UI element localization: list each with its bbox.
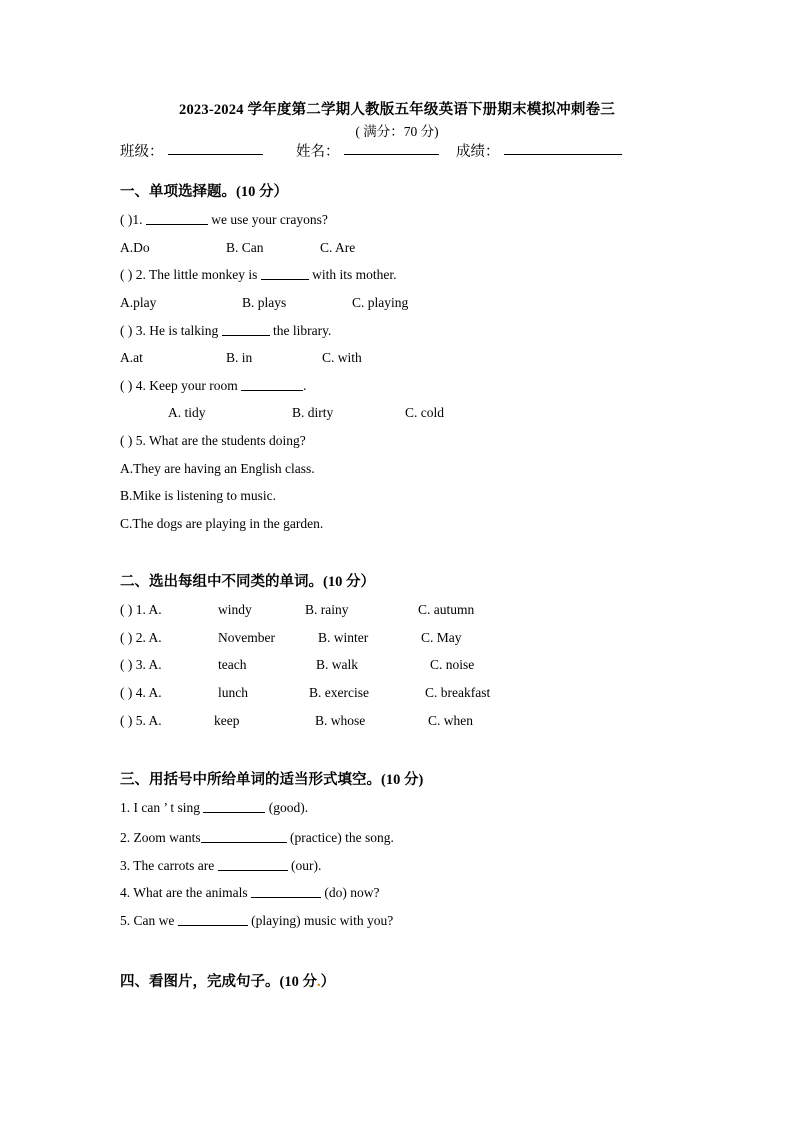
answer-blank[interactable] bbox=[201, 830, 287, 843]
option-1-3-b: B. in bbox=[226, 350, 253, 365]
full-score: ( 满分：70 分) bbox=[355, 124, 439, 139]
q-text-after: . bbox=[303, 378, 307, 393]
item-hint: (practice) the song. bbox=[286, 830, 394, 845]
class-field bbox=[120, 140, 164, 161]
exam-title: 2023-2024 学年度第二学期人教版五年级英语下册期末模拟冲刺卷三 bbox=[179, 102, 615, 118]
item-hint: (good). bbox=[265, 800, 309, 815]
s2-row-5-a: keep bbox=[214, 713, 240, 728]
section-1-heading: 一、单项选择题。(10 分） bbox=[120, 184, 288, 200]
option-1-5-a: A.They are having an English class. bbox=[120, 461, 315, 476]
s2-row-2-b: B. winter bbox=[318, 630, 369, 645]
option-1-2-a: A.play bbox=[120, 295, 157, 310]
item-text: 1. I can ’ t sing bbox=[120, 800, 200, 815]
q-text: ( ) 2. The little monkey is bbox=[120, 267, 258, 282]
q-text-after: the library. bbox=[269, 323, 332, 338]
score-field bbox=[456, 140, 500, 161]
option-1-1-a: A.Do bbox=[120, 240, 150, 255]
question-1-5: ( ) 5. What are the students doing? bbox=[120, 433, 306, 448]
student-info-row bbox=[120, 140, 680, 160]
score-blank[interactable] bbox=[504, 140, 622, 155]
section-4-heading-end: ） bbox=[320, 974, 336, 990]
name-label: 姓名： bbox=[296, 144, 340, 160]
class-label: 班级： bbox=[120, 144, 164, 160]
item-text: 3. The carrots are bbox=[120, 858, 215, 873]
option-1-3-c: C. with bbox=[322, 350, 362, 365]
question-1-2 bbox=[120, 267, 396, 283]
item-hint: (do) now? bbox=[320, 885, 380, 900]
fill-item-1 bbox=[120, 800, 308, 816]
s2-row-5-c: C. when bbox=[428, 713, 473, 728]
section-4-heading bbox=[120, 970, 335, 991]
fill-item-2 bbox=[120, 830, 394, 846]
s2-row-5-num: ( ) 5. A. bbox=[120, 713, 162, 728]
q-text: we use your crayons? bbox=[207, 212, 328, 227]
option-1-2-c: C. playing bbox=[352, 295, 409, 310]
s2-row-4-b: B. exercise bbox=[309, 685, 369, 700]
s2-row-4-c: C. breakfast bbox=[425, 685, 491, 700]
answer-blank[interactable] bbox=[203, 800, 265, 813]
question-1-3 bbox=[120, 323, 331, 339]
name-field bbox=[296, 140, 340, 161]
option-1-5-b: B.Mike is listening to music. bbox=[120, 488, 277, 503]
q-text-after: with its mother. bbox=[308, 267, 397, 282]
s2-row-3-num: ( ) 3. A. bbox=[120, 657, 162, 672]
s2-row-5-b: B. whose bbox=[315, 713, 366, 728]
fill-item-3 bbox=[120, 858, 321, 874]
option-1-1-c: C. Are bbox=[320, 240, 356, 255]
option-1-4-c: C. cold bbox=[405, 405, 444, 420]
name-blank[interactable] bbox=[344, 140, 439, 155]
answer-blank[interactable] bbox=[251, 885, 321, 898]
s2-row-3-b: B. walk bbox=[316, 657, 358, 672]
answer-blank[interactable] bbox=[241, 378, 303, 391]
s2-row-3-a: teach bbox=[218, 657, 247, 672]
question-1-1 bbox=[120, 212, 328, 228]
section-4-heading-dot: . bbox=[316, 974, 321, 990]
option-1-3-a: A.at bbox=[120, 350, 143, 365]
class-blank[interactable] bbox=[168, 140, 263, 155]
section-3-heading: 三、用括号中所给单词的适当形式填空。(10 分) bbox=[120, 772, 424, 788]
s2-row-1-a: windy bbox=[218, 602, 252, 617]
item-hint: (our). bbox=[287, 858, 322, 873]
s2-row-3-c: C. noise bbox=[430, 657, 475, 672]
section-4-heading-text: 四、看图片，完成句子。(10 分 bbox=[120, 974, 317, 990]
s2-row-2-num: ( ) 2. A. bbox=[120, 630, 162, 645]
answer-blank[interactable] bbox=[218, 858, 288, 871]
s2-row-4-num: ( ) 4. A. bbox=[120, 685, 162, 700]
option-1-4-a: A. tidy bbox=[168, 405, 206, 420]
s2-row-2-c: C. May bbox=[421, 630, 462, 645]
option-1-2-b: B. plays bbox=[242, 295, 287, 310]
q-text: ( ) 4. Keep your room bbox=[120, 378, 238, 393]
fill-item-5 bbox=[120, 913, 393, 929]
question-1-4 bbox=[120, 378, 306, 394]
s2-row-4-a: lunch bbox=[218, 685, 248, 700]
s2-row-1-c: C. autumn bbox=[418, 602, 475, 617]
fill-item-4 bbox=[120, 885, 379, 901]
option-1-4-b: B. dirty bbox=[292, 405, 334, 420]
score-label: 成绩： bbox=[456, 144, 500, 160]
s2-row-2-a: November bbox=[218, 630, 275, 645]
s2-row-1-num: ( ) 1. A. bbox=[120, 602, 162, 617]
item-text: 4. What are the animals bbox=[120, 885, 248, 900]
q-text: ( ) 3. He is talking bbox=[120, 323, 219, 338]
option-1-5-c: C.The dogs are playing in the garden. bbox=[120, 516, 324, 531]
answer-blank[interactable] bbox=[146, 212, 208, 225]
item-text: 5. Can we bbox=[120, 913, 175, 928]
item-hint: (playing) music with you? bbox=[247, 913, 394, 928]
s2-row-1-b: B. rainy bbox=[305, 602, 349, 617]
item-text: 2. Zoom wants bbox=[120, 830, 201, 845]
answer-blank[interactable] bbox=[222, 323, 270, 336]
option-1-1-b: B. Can bbox=[226, 240, 264, 255]
answer-blank[interactable] bbox=[261, 267, 309, 280]
answer-blank[interactable] bbox=[178, 913, 248, 926]
section-2-heading: 二、选出每组中不同类的单词。(10 分） bbox=[120, 574, 375, 590]
q-number: ( )1. bbox=[120, 212, 143, 227]
